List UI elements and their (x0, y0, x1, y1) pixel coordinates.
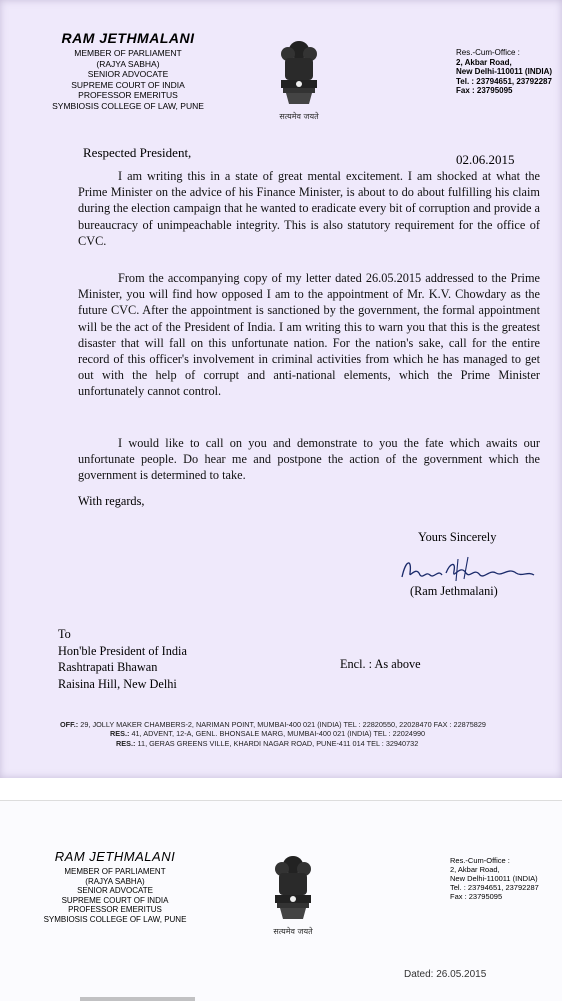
recipient-line: Raisina Hill, New Delhi (58, 676, 177, 691)
sender-title-line: (RAJYA SABHA) (96, 58, 160, 69)
enclosure-note: Encl. : As above (340, 657, 421, 671)
sender-title-line: PROFESSOR EMERITUS (78, 90, 178, 100)
ashoka-emblem-icon (270, 853, 316, 921)
letterhead-address (456, 48, 560, 96)
letter-date: Dated: 26.05.2015 (404, 969, 487, 980)
address-line: Res.-Cum-Office : (456, 48, 520, 57)
closing-regards: With regards, (78, 494, 145, 508)
emblem-motto: सत्यमेव जयते (273, 927, 313, 936)
sender-title-line: MEMBER OF PARLIAMENT (74, 48, 182, 58)
sender-title-line: MEMBER OF PARLIAMENT (64, 867, 166, 876)
recipient-line: Rashtrapati Bhawan (58, 660, 158, 674)
national-emblem (276, 38, 322, 121)
sender-title-line: SUPREME COURT OF INDIA (61, 895, 169, 905)
sender-title-line: SUPREME COURT OF INDIA (71, 79, 185, 90)
address-line: Tel. : 23794651, 23792287 (450, 883, 539, 892)
sender-title-line: SENIOR ADVOCATE (87, 69, 169, 79)
footer-office-line: OFF.: 29, JOLLY MAKER CHAMBERS-2, NARIMAN POINT, MUMBAI-400 021 (INDIA) TEL : 22820550, 22028470 FAX : 22875829 (60, 720, 486, 729)
address-line: New Delhi-110011 (INDIA) (456, 67, 553, 76)
sender-title-line: SYMBIOSIS COLLEGE OF LAW, PUNE (43, 914, 187, 924)
letterhead-sender (30, 849, 200, 924)
recipient-line: Hon'ble President of India (58, 643, 187, 658)
footer-residence-line: RES.: 41, ADVENT, 12-A, GENL. BHONSALE MARG, MUMBAI-400 021 (INDIA) TEL : 22024990 (110, 729, 426, 739)
address-line: 2, Akbar Road, (450, 865, 500, 874)
salutation: Respected President, (83, 145, 192, 160)
sender-name: RAM JETHMALANI (54, 849, 176, 864)
body-paragraph: I am writing this in a state of great mental excitement. I am shocked at what the Prime Minister on the advice of his Finance Minister, is about to do about fulfilling his claim during the election campaign that he wanted to eradicate every bit of corruption and provide a bureaucracy of unimpeachable integrity. This is also statutory requirement for the office of CVC. (78, 169, 540, 248)
address-line: Fax : 23795095 (456, 86, 513, 95)
sender-name: RAM JETHMALANI (61, 30, 195, 46)
recipient-address (58, 626, 187, 692)
address-line: Fax : 23795095 (450, 892, 503, 901)
closing-yours: Yours Sincerely (418, 530, 497, 544)
sender-title-line: PROFESSOR EMERITUS (68, 905, 162, 914)
recipient-line: To (58, 627, 71, 641)
letter-date: 02.06.2015 (456, 152, 515, 167)
letter-page-2 (0, 800, 562, 1001)
letterhead-footer (60, 720, 560, 748)
address-line: Res.-Cum-Office : (450, 856, 510, 865)
sender-title-line: (RAJYA SABHA) (85, 876, 145, 886)
address-line: 2, Akbar Road, (456, 57, 512, 67)
sender-title-line: SYMBIOSIS COLLEGE OF LAW, PUNE (52, 100, 204, 111)
signer-name: (Ram Jethmalani) (410, 584, 498, 598)
cutoff-text-fragment (80, 995, 200, 1001)
address-line: New Delhi-110011 (INDIA) (450, 874, 538, 883)
body-paragraph: I would like to call on you and demonstrate to you the fate which awaits our unfortunate people. Do hear me and postpone the action of the government which the government is determined to take. (78, 436, 540, 483)
letterhead-sender (28, 30, 228, 111)
emblem-motto: सत्यमेव जयते (279, 112, 319, 121)
national-emblem (270, 853, 316, 936)
sender-title-line: SENIOR ADVOCATE (77, 886, 153, 895)
footer-residence-line: RES.: 11, GERAS GREENS VILLE, KHARDI NAGAR ROAD, PUNE-411 014 TEL : 32940732 (116, 738, 419, 748)
handwritten-signature (398, 553, 538, 585)
body-paragraph: From the accompanying copy of my letter dated 26.05.2015 addressed to the Prime Minister, you will find how opposed I am to the appointment of Mr. K.V. Chowdary as the future CVC. After the appointment is sanctioned by the government, the formal appointment will be the act of the President of India. I am writing this to warn you that this is the greatest disaster that will fall on this unfortunate nation. For the nation's sake, call for the entire record of this officer's involvement in criminal activities from which he has managed to get out with the help of corrupt and anti-national elements, which the Prime Minister unfortunately cannot control. (78, 271, 540, 399)
letterhead-address (450, 856, 560, 901)
ashoka-emblem-icon (276, 38, 322, 106)
address-line: Tel. : 23794651, 23792287 (456, 76, 552, 86)
